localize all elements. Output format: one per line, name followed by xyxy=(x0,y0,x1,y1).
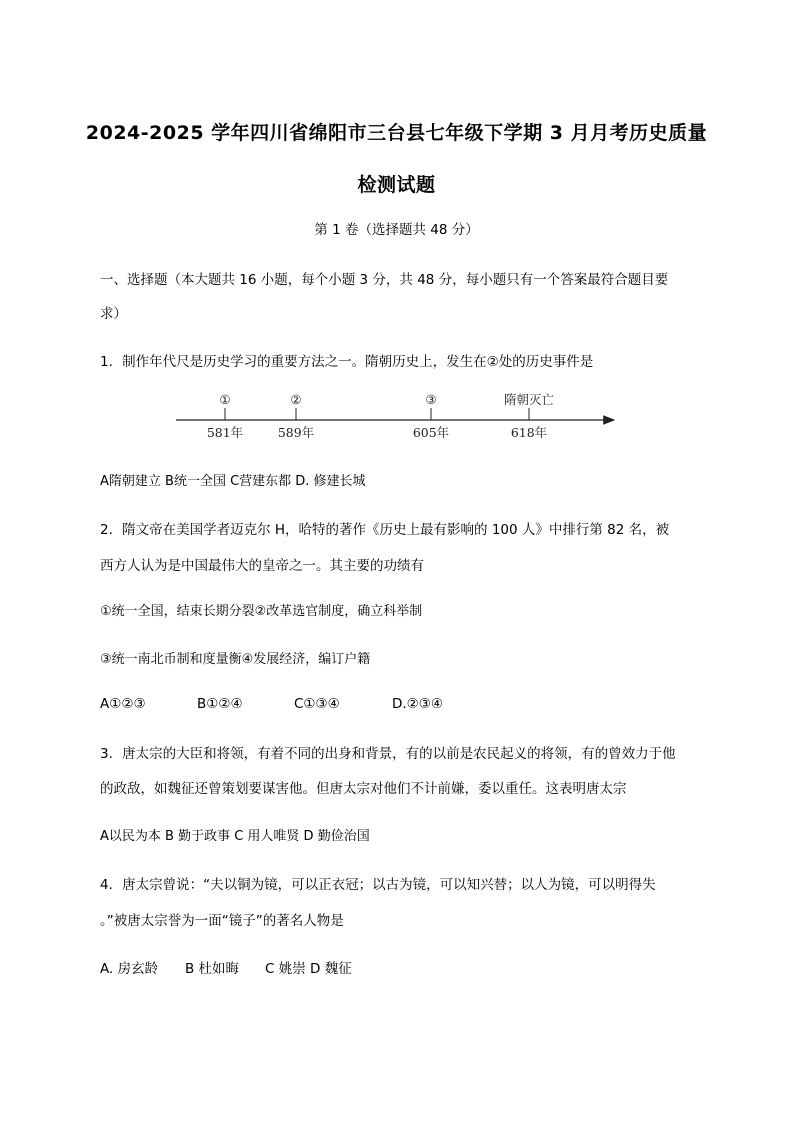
q2-option-c: C①③④ xyxy=(294,696,340,712)
q1-stem: 1．制作年代尺是历史学习的重要方法之一。隋朝历史上，发生在②处的历史事件是 xyxy=(100,354,594,370)
section-heading-line2: 求） xyxy=(100,306,127,322)
q1-timeline xyxy=(0,385,793,445)
document-title-line2: 检测试题 xyxy=(357,174,436,196)
q2-stem-line1: 2．隋文帝在美国学者迈克尔 H，哈特的著作《历史上最有影响的 100 人》中排行第 82 名，被 xyxy=(100,522,670,538)
timeline-marker-4-symbol: 隋朝灭亡 xyxy=(503,392,555,407)
q4-option-cd: C 姚崇 D 魏征 xyxy=(265,961,352,977)
timeline-marker-4 xyxy=(504,392,555,440)
q2-stem-line2: 西方人认为是中国最伟大的皇帝之一。其主要的功绩有 xyxy=(100,558,424,574)
timeline-marker-2 xyxy=(278,392,314,440)
timeline-marker-1 xyxy=(207,392,243,440)
q4-option-a: A. 房玄龄 xyxy=(100,961,159,977)
q2-item-2: ③统一南北币制和度量衡④发展经济，编订户籍 xyxy=(100,652,371,667)
section-heading-line1: 一、选择题（本大题共 16 小题，每个小题 3 分，共 48 分，每小题只有一个答案最符合题目要 xyxy=(100,272,669,288)
timeline-marker-3 xyxy=(413,392,449,440)
document-subtitle: 第 1 卷（选择题共 48 分） xyxy=(314,222,479,238)
timeline-marker-3-year: 605年 xyxy=(412,425,450,440)
timeline-marker-2-symbol: ② xyxy=(290,392,302,407)
q2-item-1: ①统一全国，结束长期分裂②改革选官制度，确立科举制 xyxy=(100,604,423,619)
document-title-line1: 2024-2025 学年四川省绵阳市三台县七年级下学期 3 月月考历史质量 xyxy=(85,122,708,144)
q3-stem-line2: 的政敌，如魏征还曾策划要谋害他。但唐太宗对他们不计前嫌，委以重任。这表明唐太宗 xyxy=(100,781,627,797)
timeline-marker-4-year: 618年 xyxy=(510,425,548,440)
q1-options: A隋朝建立 B统一全国 C营建东都 D. 修建长城 xyxy=(100,474,366,489)
timeline-marker-3-symbol: ③ xyxy=(425,392,437,407)
q2-option-d: D.②③④ xyxy=(392,696,443,712)
q3-stem-line1: 3．唐太宗的大臣和将领，有着不同的出身和背景，有的以前是农民起义的将领，有的曾效力于他 xyxy=(100,746,676,762)
timeline-marker-1-symbol: ① xyxy=(219,392,231,407)
q2-option-a: A①②③ xyxy=(100,696,146,712)
q2-option-b: B①②④ xyxy=(197,696,243,712)
timeline-marker-1-year: 581年 xyxy=(206,425,244,440)
q4-options xyxy=(100,957,352,977)
timeline-marker-2-year: 589年 xyxy=(277,425,315,440)
q4-option-b: B 杜如晦 xyxy=(185,961,240,977)
q3-options: A以民为本 B 勤于政事 C 用人唯贤 D 勤俭治国 xyxy=(100,829,370,844)
q4-stem-line1: 4．唐太宗曾说：“夫以铜为镜，可以正衣冠；以古为镜，可以知兴替；以人为镜，可以明得失 xyxy=(100,877,656,893)
q4-stem-line2: 。”被唐太宗誉为一面“镜子”的著名人物是 xyxy=(100,913,344,929)
q2-options xyxy=(100,696,443,712)
